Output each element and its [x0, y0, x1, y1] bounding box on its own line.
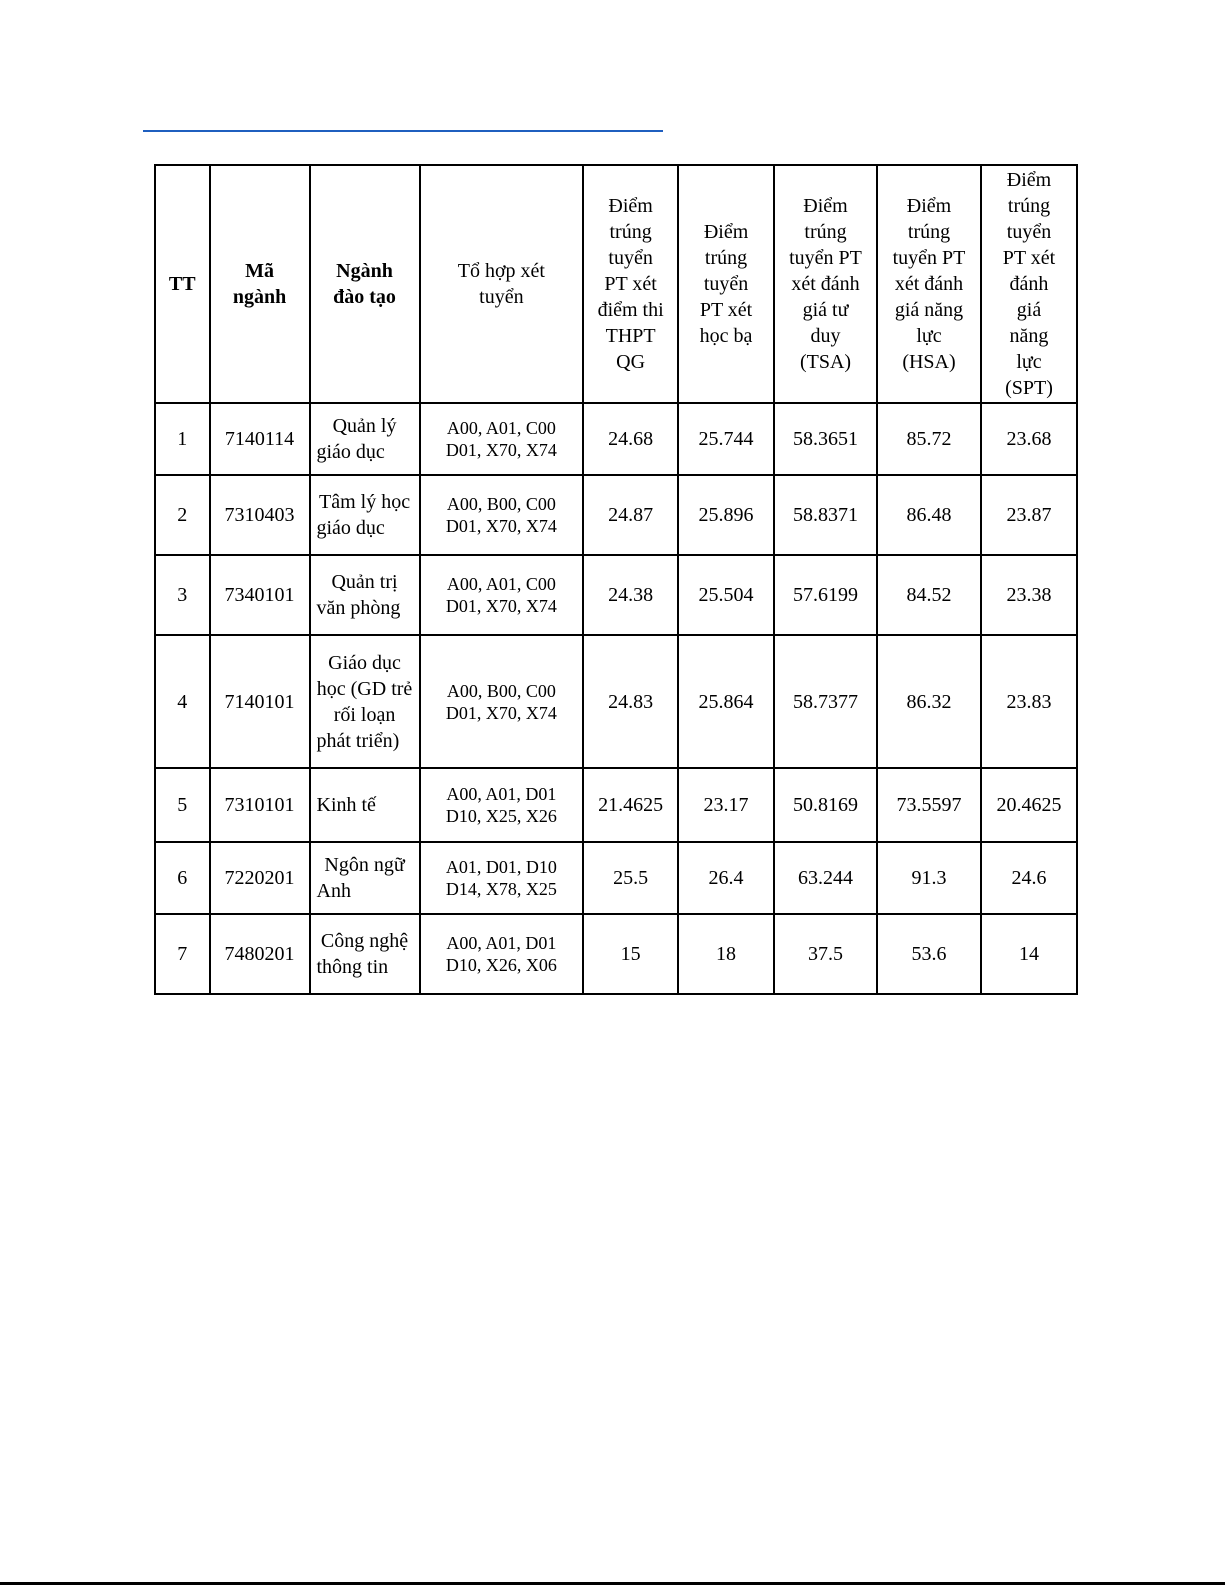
combo-line: D10, X26, X06 [445, 955, 557, 975]
cell-hocba: 25.504 [678, 555, 774, 635]
header-tsa-score: Điểm trúng tuyển PT xét đánh giá tư duy (TSA) [774, 165, 877, 403]
cell-tt: 3 [155, 555, 210, 635]
cell-combo [420, 635, 584, 768]
combo-line: D10, X25, X26 [445, 806, 557, 826]
cell-tsa: 37.5 [774, 914, 877, 994]
header-spt-score: Điểm trúng tuyển PT xét đánh giá năng lực (SPT) [981, 165, 1077, 403]
cell-hocba: 25.864 [678, 635, 774, 768]
header-thpt-score: Điểm trúng tuyển PT xét điểm thi THPT QG [583, 165, 678, 403]
cell-major: Giáo dục học (GD trẻ rối loạn phát triển) [310, 635, 420, 768]
cell-tt: 4 [155, 635, 210, 768]
table-row [155, 842, 1077, 914]
combo-line: A00, B00, C00 [446, 494, 556, 514]
cell-thpt: 15 [583, 914, 678, 994]
header-subject-combination: Tổ hợp xét tuyển [420, 165, 584, 403]
combo-line: A00, A01, C00 [446, 418, 556, 438]
combo-line: D01, X70, X74 [445, 702, 557, 723]
cell-spt: 23.38 [981, 555, 1077, 635]
cell-hsa: 85.72 [877, 403, 981, 475]
cell-thpt: 24.38 [583, 555, 678, 635]
cell-spt: 20.4625 [981, 768, 1077, 842]
cell-hocba: 23.17 [678, 768, 774, 842]
admission-scores-table [154, 164, 1078, 995]
cell-hsa: 53.6 [877, 914, 981, 994]
header-hsa-score: Điểm trúng tuyển PT xét đánh giá năng lực (HSA) [877, 165, 981, 403]
cell-tt: 7 [155, 914, 210, 994]
cell-hocba: 25.896 [678, 475, 774, 555]
cell-thpt: 25.5 [583, 842, 678, 914]
cell-code: 7310101 [210, 768, 310, 842]
table-row [155, 403, 1077, 475]
cell-hocba: 18 [678, 914, 774, 994]
cell-hsa: 84.52 [877, 555, 981, 635]
cell-spt: 14 [981, 914, 1077, 994]
cell-tsa: 58.3651 [774, 403, 877, 475]
combo-line: D01, X70, X74 [445, 440, 557, 460]
header-transcript-score: Điểm trúng tuyển PT xét học bạ [678, 165, 774, 403]
cell-spt: 23.83 [981, 635, 1077, 768]
cell-code: 7220201 [210, 842, 310, 914]
cell-hsa: 91.3 [877, 842, 981, 914]
cell-spt: 23.87 [981, 475, 1077, 555]
top-divider-line [143, 130, 663, 132]
table-row [155, 768, 1077, 842]
cell-thpt: 24.83 [583, 635, 678, 768]
cell-tt: 6 [155, 842, 210, 914]
header-tt: TT [155, 165, 210, 403]
table-row [155, 475, 1077, 555]
cell-combo [420, 403, 584, 475]
cell-code: 7340101 [210, 555, 310, 635]
cell-major: Ngôn ngữ Anh [310, 842, 420, 914]
cell-combo [420, 914, 584, 994]
cell-spt: 24.6 [981, 842, 1077, 914]
combo-line: A00, A01, D01 [446, 784, 557, 804]
cell-major: Kinh tế [310, 768, 420, 842]
cell-tt: 2 [155, 475, 210, 555]
header-major-code: Mã ngành [210, 165, 310, 403]
cell-thpt: 21.4625 [583, 768, 678, 842]
cell-major: Quản lý giáo dục [310, 403, 420, 475]
combo-line: D01, X70, X74 [445, 596, 557, 616]
cell-tsa: 58.8371 [774, 475, 877, 555]
table-row [155, 555, 1077, 635]
cell-combo [420, 842, 584, 914]
cell-hocba: 26.4 [678, 842, 774, 914]
cell-hocba: 25.744 [678, 403, 774, 475]
combo-line: A00, A01, C00 [446, 574, 556, 594]
cell-hsa: 86.32 [877, 635, 981, 768]
cell-thpt: 24.87 [583, 475, 678, 555]
cell-code: 7310403 [210, 475, 310, 555]
cell-tsa: 58.7377 [774, 635, 877, 768]
cell-major: Tâm lý học giáo dục [310, 475, 420, 555]
combo-line: A00, B00, C00 [446, 680, 556, 701]
header-major-name: Ngành đào tạo [310, 165, 420, 403]
combo-line: A01, D01, D10 [445, 857, 557, 877]
table-row [155, 635, 1077, 768]
cell-hsa: 86.48 [877, 475, 981, 555]
table-header-row [155, 165, 1077, 403]
cell-hsa: 73.5597 [877, 768, 981, 842]
cell-spt: 23.68 [981, 403, 1077, 475]
table-row [155, 914, 1077, 994]
cell-tsa: 50.8169 [774, 768, 877, 842]
combo-line: D14, X78, X25 [445, 879, 557, 899]
combo-line: D01, X70, X74 [445, 516, 557, 536]
cell-code: 7480201 [210, 914, 310, 994]
cell-code: 7140114 [210, 403, 310, 475]
cell-tsa: 63.244 [774, 842, 877, 914]
cell-tt: 1 [155, 403, 210, 475]
cell-major: Công nghệ thông tin [310, 914, 420, 994]
cell-code: 7140101 [210, 635, 310, 768]
cell-tsa: 57.6199 [774, 555, 877, 635]
cell-tt: 5 [155, 768, 210, 842]
combo-line: A00, A01, D01 [446, 933, 557, 953]
cell-thpt: 24.68 [583, 403, 678, 475]
cell-combo [420, 475, 584, 555]
cell-major: Quản trị văn phòng [310, 555, 420, 635]
cell-combo [420, 768, 584, 842]
cell-combo [420, 555, 584, 635]
